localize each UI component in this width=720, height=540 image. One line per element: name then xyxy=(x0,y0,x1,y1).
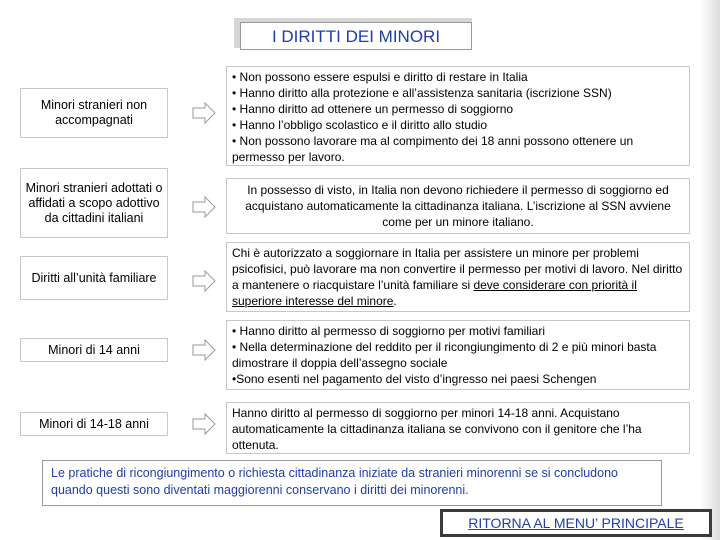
list-item: • Hanno diritto alla protezione e all’assistenza sanitaria (iscrizione SSN) xyxy=(232,86,612,100)
row-content-unita-familiare xyxy=(226,242,690,312)
row-label-adottati: Minori stranieri adottati o affidati a scopo adottivo da cittadini italiani xyxy=(20,168,168,238)
note-box: Le pratiche di ricongiungimento o richiesta cittadinanza iniziate da stranieri minorenni se si concludono quando questi sono diventati maggiorenni conservano i diritti dei minorenni. xyxy=(42,460,662,506)
main-menu-link-frame xyxy=(440,509,712,537)
arrow-right-icon xyxy=(192,102,216,124)
list-item: • Nella determinazione del reddito per il ricongiungimento di 2 e più minori basta dimostrare il doppia dell’assegno sociale xyxy=(232,340,657,370)
row-content-adottati xyxy=(226,178,690,234)
row-text xyxy=(232,245,684,309)
list-item: • Non possono lavorare ma al compimento dei 18 anni possono ottenere un permesso per lavoro. xyxy=(232,134,634,164)
list-item: • Hanno diritto ad ottenere un permesso di soggiorno xyxy=(232,102,514,116)
right-edge-shade xyxy=(700,0,720,540)
row-label-non-accompagnati: Minori stranieri non accompagnati xyxy=(20,88,168,138)
row-label-minori-14-18: Minori di 14-18 anni xyxy=(20,412,168,436)
arrow-right-icon xyxy=(192,196,216,218)
list-item: • Hanno diritto al permesso di soggiorno per motivi familiari xyxy=(232,324,546,338)
row-label-unita-familiare: Diritti all’unità familiare xyxy=(20,256,168,300)
list-item: •Sono esenti nel pagamento del visto d’ingresso nei paesi Schengen xyxy=(232,372,597,386)
row-label-minori-14: Minori di 14 anni xyxy=(20,338,168,362)
row-text: Hanno diritto al permesso di soggiorno per minori 14-18 anni. Acquistano automaticamente la cittadinanza italiana se convivono con il genitore che l’ha ottenuta. xyxy=(232,406,642,452)
list-item: • Hanno l’obbligo scolastico e il diritto allo studio xyxy=(232,118,488,132)
row-content-minori-14-18 xyxy=(226,402,690,454)
row-text: In possesso di visto, in Italia non devono richiedere il permesso di soggiorno ed acquistano automaticamente la cittadinanza italiana. L’iscrizione al SSN avviene come per un minore italiano. xyxy=(245,183,671,229)
list-item: • Non possono essere espulsi e diritto di restare in Italia xyxy=(232,70,528,84)
arrow-right-icon xyxy=(192,270,216,292)
row-text-main: Chi è autorizzato a soggiornare in Italia per assistere un minore per problemi psicofisici, può lavorare ma non convertire il permesso per motivi di lavoro. Nel diritto a mantenere o riacquistare l’unità familiare si xyxy=(232,246,683,292)
row-text-end: . xyxy=(393,294,397,308)
back-to-main-menu-link[interactable]: RITORNA AL MENU’ PRINCIPALE xyxy=(443,512,709,534)
row-content-minori-14 xyxy=(226,320,690,390)
page-title: I DIRITTI DEI MINORI xyxy=(240,22,472,50)
arrow-right-icon xyxy=(192,339,216,361)
row-text-underlined: deve considerare con priorità il superiore interesse del minore xyxy=(232,278,637,308)
row-content-non-accompagnati xyxy=(226,66,690,166)
arrow-right-icon xyxy=(192,413,216,435)
